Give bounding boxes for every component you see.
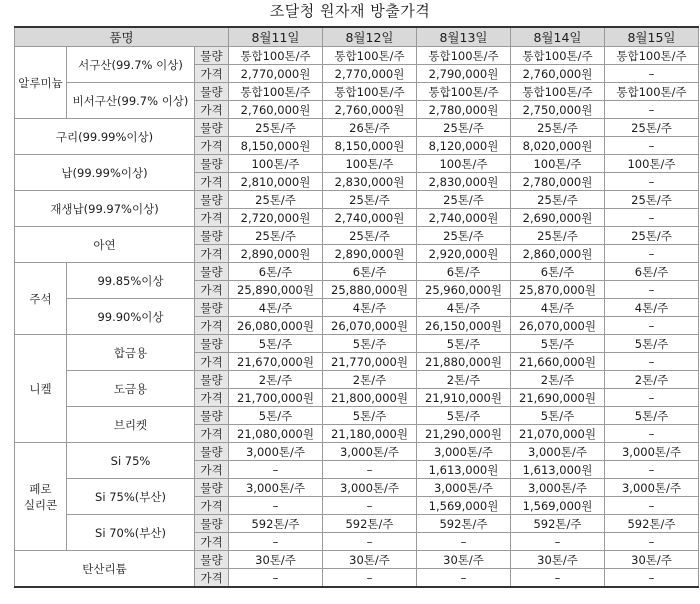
price-cell: – [511,533,605,551]
header-date: 8월12일 [323,27,417,47]
qty-cell: 통합100톤/주 [323,47,417,65]
qty-cell: 3,000톤/주 [511,443,605,461]
price-cell: 2,740,000원 [417,209,511,227]
qty-cell: 4톤/주 [417,299,511,317]
qty-cell: 25톤/주 [323,191,417,209]
price-cell: – [323,497,417,515]
table-row [15,551,699,569]
price-cell: – [605,425,699,443]
qty-cell: 25톤/주 [417,227,511,245]
sub-item-name: 비서구산(99.7% 이상) [67,83,195,119]
price-cell: 26,150,000원 [417,317,511,335]
qty-cell: 4톤/주 [511,299,605,317]
item-name: 페로 실리콘 [15,443,67,551]
price-label: 가격 [195,137,229,155]
qty-label: 물량 [195,227,229,245]
price-cell: – [323,569,417,588]
price-cell: 8,020,000원 [511,137,605,155]
price-cell: 2,780,000원 [417,101,511,119]
qty-cell: 100톤/주 [605,155,699,173]
price-cell: 2,770,000원 [323,65,417,83]
qty-cell: 4톤/주 [323,299,417,317]
qty-cell: 3,000톤/주 [605,479,699,497]
qty-label: 물량 [195,263,229,281]
qty-cell: 2톤/주 [417,371,511,389]
qty-cell: 25톤/주 [417,191,511,209]
qty-cell: 통합100톤/주 [605,83,699,101]
price-cell: 2,740,000원 [323,209,417,227]
price-label: 가격 [195,533,229,551]
price-label: 가격 [195,425,229,443]
table-row [15,263,699,281]
price-cell: 21,660,000원 [511,353,605,371]
qty-cell: 통합100톤/주 [605,47,699,65]
price-cell: 21,700,000원 [229,389,323,407]
qty-label: 물량 [195,515,229,533]
sub-item-name: Si 75%(부산) [67,479,195,515]
sub-item-name: 도금용 [67,371,195,407]
price-cell: – [417,533,511,551]
item-name: 아연 [15,227,195,263]
price-cell: 1,569,000원 [511,497,605,515]
qty-label: 물량 [195,371,229,389]
price-cell: 2,860,000원 [511,245,605,263]
table-row [15,47,699,65]
price-cell: – [605,173,699,191]
sub-item-name: Si 75% [67,443,195,479]
price-label: 가격 [195,353,229,371]
document-title: 조달청 원자재 방출가격 [269,2,431,20]
qty-cell: 5톤/주 [605,335,699,353]
price-cell: 1,613,000원 [417,461,511,479]
price-label: 가격 [195,497,229,515]
table-body [15,47,699,588]
price-cell: 8,150,000원 [323,137,417,155]
qty-label: 물량 [195,191,229,209]
item-name: 구리(99.99%이상) [15,119,195,155]
header-item: 품명 [15,27,229,47]
price-label: 가격 [195,209,229,227]
item-name: 탄산리튬 [15,551,195,588]
header-date: 8월15일 [605,27,699,47]
qty-cell: 592톤/주 [511,515,605,533]
price-cell: 2,890,000원 [229,245,323,263]
item-name: 알루미늄 [15,47,67,119]
price-cell: 25,880,000원 [323,281,417,299]
qty-label: 물량 [195,335,229,353]
qty-cell: 5톤/주 [229,407,323,425]
qty-cell: 592톤/주 [417,515,511,533]
price-cell: 1,613,000원 [511,461,605,479]
qty-cell: 25톤/주 [323,227,417,245]
table-row [15,407,699,425]
sub-item-name: 브리켓 [67,407,195,443]
qty-cell: 25톤/주 [511,119,605,137]
item-name: 재생납(99.97%이상) [15,191,195,227]
price-cell: 2,830,000원 [323,173,417,191]
qty-cell: 2톤/주 [229,371,323,389]
qty-cell: 6톤/주 [229,263,323,281]
qty-cell: 3,000톤/주 [323,443,417,461]
price-cell: 21,080,000원 [229,425,323,443]
qty-cell: 5톤/주 [323,335,417,353]
price-label: 가격 [195,461,229,479]
qty-cell: 5톤/주 [323,407,417,425]
qty-label: 물량 [195,407,229,425]
price-cell: – [323,533,417,551]
price-cell: – [605,137,699,155]
qty-label: 물량 [195,47,229,65]
qty-cell: 25톤/주 [229,119,323,137]
header-date: 8월11일 [229,27,323,47]
price-cell: 2,760,000원 [229,101,323,119]
price-cell: – [605,497,699,515]
qty-cell: 5톤/주 [511,407,605,425]
qty-cell: 6톤/주 [323,263,417,281]
qty-cell: 통합100톤/주 [229,83,323,101]
price-cell: – [417,569,511,588]
price-cell: 21,690,000원 [511,389,605,407]
sub-item-name: 합금용 [67,335,195,371]
price-label: 가격 [195,389,229,407]
price-cell: 2,830,000원 [417,173,511,191]
table-row [15,335,699,353]
qty-label: 물량 [195,83,229,101]
qty-cell: 2톤/주 [323,371,417,389]
price-cell: 21,670,000원 [229,353,323,371]
qty-label: 물량 [195,119,229,137]
sub-item-name: 99.85%이상 [67,263,195,299]
price-cell: 26,080,000원 [229,317,323,335]
qty-label: 물량 [195,551,229,569]
qty-cell: 6톤/주 [605,263,699,281]
price-cell: 2,920,000원 [417,245,511,263]
price-label: 가격 [195,317,229,335]
price-cell: 21,800,000원 [323,389,417,407]
price-cell: 2,750,000원 [511,101,605,119]
qty-cell: 25톤/주 [511,191,605,209]
qty-cell: 3,000톤/주 [323,479,417,497]
qty-cell: 3,000톤/주 [417,479,511,497]
price-cell: – [605,245,699,263]
qty-cell: 5톤/주 [511,335,605,353]
price-cell: 2,770,000원 [229,65,323,83]
qty-cell: 30톤/주 [323,551,417,569]
qty-label: 물량 [195,155,229,173]
qty-cell: 통합100톤/주 [511,47,605,65]
qty-cell: 30톤/주 [511,551,605,569]
qty-cell: 30톤/주 [417,551,511,569]
price-cell: 2,760,000원 [511,65,605,83]
price-label: 가격 [195,65,229,83]
price-cell: – [229,497,323,515]
header-date: 8월13일 [417,27,511,47]
price-cell: – [605,209,699,227]
price-cell: – [605,461,699,479]
price-cell: 21,070,000원 [511,425,605,443]
price-cell: 2,720,000원 [229,209,323,227]
price-cell: – [605,353,699,371]
qty-cell: 100톤/주 [511,155,605,173]
table-row [15,479,699,497]
qty-cell: 3,000톤/주 [229,443,323,461]
price-cell: 25,870,000원 [511,281,605,299]
price-cell: – [511,569,605,588]
price-cell: 2,690,000원 [511,209,605,227]
qty-cell: 25톤/주 [229,191,323,209]
price-cell: – [605,317,699,335]
price-label: 가격 [195,569,229,588]
qty-cell: 통합100톤/주 [511,83,605,101]
price-cell: 21,290,000원 [417,425,511,443]
qty-cell: 25톤/주 [511,227,605,245]
qty-cell: 6톤/주 [417,263,511,281]
price-cell: 21,910,000원 [417,389,511,407]
qty-cell: 100톤/주 [417,155,511,173]
qty-cell: 5톤/주 [417,335,511,353]
qty-cell: 통합100톤/주 [229,47,323,65]
price-cell: – [605,569,699,588]
qty-cell: 25톤/주 [229,227,323,245]
price-cell: – [229,569,323,588]
price-cell: 25,890,000원 [229,281,323,299]
item-name: 납(99.99%이상) [15,155,195,191]
qty-cell: 2톤/주 [605,371,699,389]
qty-cell: 6톤/주 [511,263,605,281]
price-cell: – [323,461,417,479]
price-cell: 8,120,000원 [417,137,511,155]
qty-cell: 2톤/주 [511,371,605,389]
table-row [15,191,699,209]
qty-label: 물량 [195,299,229,317]
price-cell: 1,569,000원 [417,497,511,515]
qty-cell: 592톤/주 [323,515,417,533]
qty-cell: 26톤/주 [323,119,417,137]
qty-cell: 592톤/주 [229,515,323,533]
header-row [15,27,699,47]
qty-label: 물량 [195,479,229,497]
table-row [15,299,699,317]
price-table [14,26,699,588]
price-cell: – [605,65,699,83]
qty-cell: 5톤/주 [605,407,699,425]
qty-cell: 100톤/주 [323,155,417,173]
price-cell: 2,790,000원 [417,65,511,83]
price-cell: 21,180,000원 [323,425,417,443]
qty-cell: 25톤/주 [417,119,511,137]
price-cell: 26,070,000원 [511,317,605,335]
price-cell: 2,780,000원 [511,173,605,191]
table-row [15,227,699,245]
price-cell: – [229,461,323,479]
sub-item-name: Si 70%(부산) [67,515,195,551]
price-cell: 26,070,000원 [323,317,417,335]
qty-cell: 4톤/주 [229,299,323,317]
price-label: 가격 [195,173,229,191]
price-cell: 8,150,000원 [229,137,323,155]
table-row [15,83,699,101]
price-cell: – [605,389,699,407]
table-row [15,371,699,389]
price-label: 가격 [195,101,229,119]
price-cell: 2,890,000원 [323,245,417,263]
table-row [15,515,699,533]
qty-cell: 592톤/주 [605,515,699,533]
qty-cell: 25톤/주 [605,191,699,209]
table-row [15,119,699,137]
price-cell: 2,810,000원 [229,173,323,191]
sub-item-name: 99.90%이상 [67,299,195,335]
price-cell: 25,960,000원 [417,281,511,299]
price-cell: 2,760,000원 [323,101,417,119]
item-name: 니켈 [15,335,67,443]
table-row [15,155,699,173]
qty-cell: 5톤/주 [229,335,323,353]
price-cell: – [605,533,699,551]
qty-cell: 30톤/주 [605,551,699,569]
qty-cell: 30톤/주 [229,551,323,569]
qty-cell: 5톤/주 [417,407,511,425]
qty-cell: 통합100톤/주 [323,83,417,101]
qty-cell: 3,000톤/주 [511,479,605,497]
header-date: 8월14일 [511,27,605,47]
price-cell: – [605,281,699,299]
qty-cell: 3,000톤/주 [417,443,511,461]
qty-cell: 통합100톤/주 [417,83,511,101]
qty-cell: 통합100톤/주 [417,47,511,65]
qty-cell: 25톤/주 [605,119,699,137]
table-row [15,443,699,461]
qty-cell: 25톤/주 [605,227,699,245]
qty-cell: 100톤/주 [229,155,323,173]
price-cell: – [605,101,699,119]
price-label: 가격 [195,281,229,299]
price-cell: 21,770,000원 [323,353,417,371]
sub-item-name: 서구산(99.7% 이상) [67,47,195,83]
qty-cell: 3,000톤/주 [605,443,699,461]
qty-label: 물량 [195,443,229,461]
price-cell: 21,880,000원 [417,353,511,371]
qty-cell: 4톤/주 [605,299,699,317]
price-cell: – [229,533,323,551]
price-label: 가격 [195,245,229,263]
qty-cell: 3,000톤/주 [229,479,323,497]
item-name: 주석 [15,263,67,335]
